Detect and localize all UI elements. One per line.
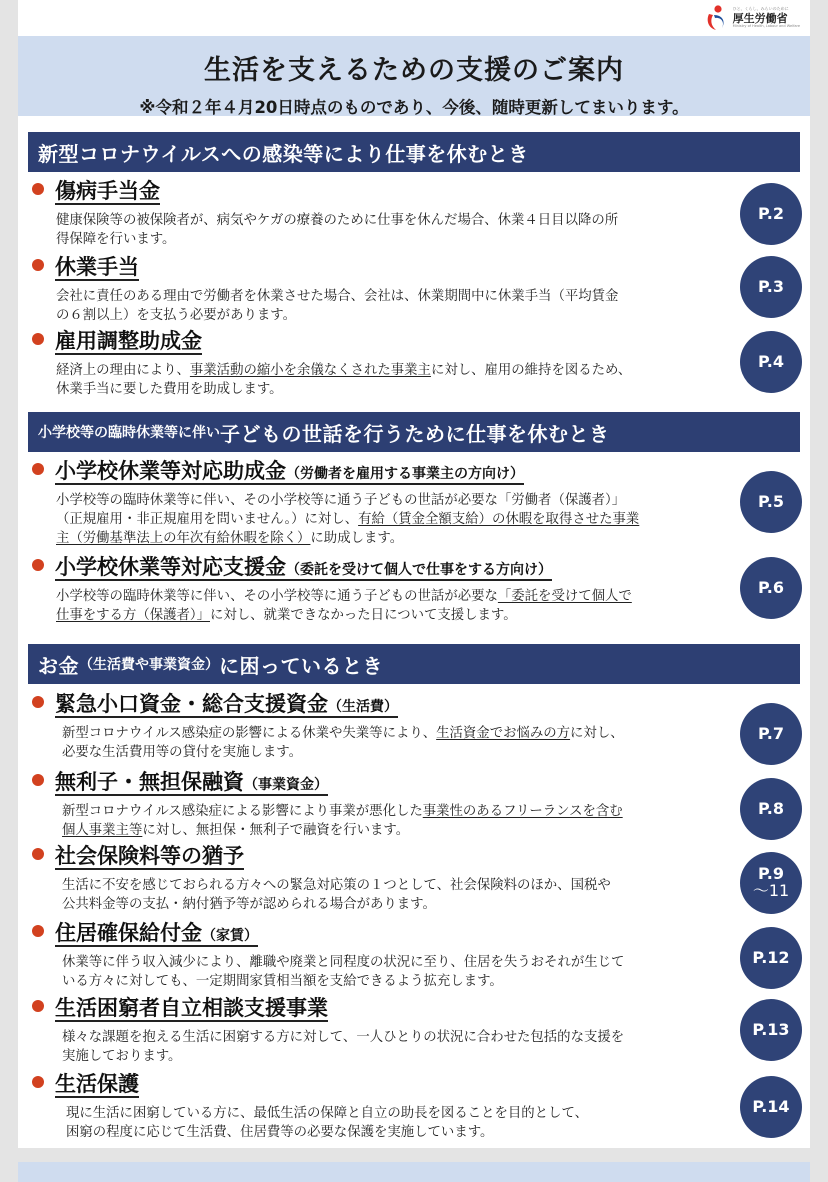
- list-item-employment-subsidy: [32, 330, 732, 399]
- item-description: 現に生活に困窮している方に、最低生活の保障と自立の助長を図ることを目的として、 困窮の程度に応じて生活費、住居費等の必要な保護を実施しています。: [66, 1106, 588, 1140]
- page-badge-p5[interactable]: P.5: [740, 471, 802, 533]
- list-item-public-assistance: [32, 1073, 732, 1142]
- list-item-interest-free-loan: [32, 771, 732, 840]
- bullet-icon: [32, 259, 44, 271]
- item-description: 健康保険等の被保険者が、病気やケガの療養のために仕事を休んだ場合、休業４日目以降の所 得保障を行います。: [56, 213, 619, 247]
- item-title[interactable]: 休業手当: [55, 256, 139, 281]
- bullet-icon: [32, 559, 44, 571]
- item-title[interactable]: 小学校休業等対応支援金（委託を受けて個人で仕事をする方向け）: [55, 556, 552, 581]
- item-title[interactable]: 傷病手当金: [55, 180, 160, 205]
- title-band: [18, 36, 810, 116]
- item-description: 小学校等の臨時休業等に伴い、その小学校等に通う子どもの世話が必要な「委託を受けて個人で 仕事をする方（保護者）」に対し、就業できなかった日について支援します。: [56, 589, 632, 623]
- bullet-icon: [32, 848, 44, 860]
- section-header-money: [28, 644, 800, 684]
- bullet-icon: [32, 333, 44, 345]
- section-title: 子どもの世話を行うために仕事を休むとき: [220, 421, 610, 446]
- page-badge-p2[interactable]: P.2: [740, 183, 802, 245]
- list-item-school-closure-support: [32, 556, 732, 625]
- bullet-icon: [32, 1076, 44, 1088]
- page-badge-p8[interactable]: P.8: [740, 778, 802, 840]
- page-badge-p14[interactable]: P.14: [740, 1076, 802, 1138]
- section-title: お金: [38, 653, 79, 678]
- item-title[interactable]: 雇用調整助成金: [55, 330, 202, 355]
- item-title[interactable]: 無利子・無担保融資（事業資金）: [55, 771, 328, 796]
- section-title-prefix: 小学校等の臨時休業等に伴い: [38, 425, 220, 441]
- item-title[interactable]: 社会保険料等の猶予: [55, 845, 244, 870]
- section-title-note: （生活費や事業資金）: [79, 657, 219, 673]
- item-title[interactable]: 住居確保給付金（家賃）: [55, 922, 258, 947]
- bullet-icon: [32, 774, 44, 786]
- logo-english: Ministry of Health, Labour and Welfare: [732, 24, 800, 29]
- page-badge-p9-11[interactable]: P.9 ～11: [740, 852, 802, 914]
- item-description: 新型コロナウイルス感染症の影響による休業や失業等により、生活資金でお悩みの方に対し、 必要な生活費用等の貸付を実施します。: [62, 726, 624, 760]
- bullet-icon: [32, 463, 44, 475]
- page-sheet: [18, 0, 810, 1148]
- list-item-leave-allowance: [32, 256, 732, 325]
- bullet-icon: [32, 183, 44, 195]
- item-description: 会社に責任のある理由で労働者を休業させた場合、会社は、休業期間中に休業手当（平均賃金 の６割以上）を支払う必要があります。: [56, 289, 619, 323]
- mhlw-logo: [703, 4, 800, 32]
- item-description: 休業等に伴う収入減少により、離職や廃業と同程度の状況に至り、住居を失うおそれが生じて いる方々に対しても、一定期間家賃相当額を支給できるよう拡充します。: [62, 955, 625, 989]
- page-subtitle: ※令和２年４月20日時点のものであり、今後、随時更新してまいります。: [139, 98, 689, 117]
- item-title[interactable]: 生活困窮者自立相談支援事業: [55, 997, 328, 1022]
- item-title[interactable]: 小学校休業等対応助成金（労働者を雇用する事業主の方向け）: [55, 460, 524, 485]
- item-title[interactable]: 緊急小口資金・総合支援資金（生活費）: [55, 693, 398, 718]
- next-page-edge: [18, 1162, 810, 1182]
- list-item-sickness-allowance: [32, 180, 732, 249]
- list-item-school-closure-subsidy: [32, 460, 732, 548]
- page-badge-p13[interactable]: P.13: [740, 999, 802, 1061]
- list-item-housing-benefit: [32, 922, 732, 991]
- page-badge-p4[interactable]: P.4: [740, 331, 802, 393]
- item-description: 小学校等の臨時休業等に伴い、その小学校等に通う子どもの世話が必要な「労働者（保護者）」 （正規雇用・非正規雇用を問いません。）に対し、有給（賃金全額支給）の休暇を取得させた事業 主（労働基準法上の年次有給休暇を除く）に助成します。: [56, 493, 640, 546]
- list-item-self-reliance-support: [32, 997, 732, 1066]
- item-description: 生活に不安を感じておられる方々への緊急対応策の１つとして、社会保険料のほか、国税や 公共料金等の支払・納付猶予等が認められる場合があります。: [62, 878, 611, 912]
- item-description: 新型コロナウイルス感染症による影響により事業が悪化した事業性のあるフリーランスを含む 個人事業主等に対し、無担保・無利子で融資を行います。: [62, 804, 623, 838]
- section-title-suffix: に困っているとき: [219, 653, 383, 678]
- bullet-icon: [32, 1000, 44, 1012]
- list-item-emergency-loan: [32, 693, 732, 762]
- mhlw-logo-mark-icon: [703, 4, 729, 32]
- list-item-social-insurance-deferral: [32, 845, 732, 914]
- item-description: 様々な課題を抱える生活に困窮する方に対して、一人ひとりの状況に合わせた包括的な支援を 実施しております。: [62, 1030, 625, 1064]
- section-header-childcare: [28, 412, 800, 452]
- logo-name: 厚生労働省: [732, 12, 788, 26]
- bullet-icon: [32, 925, 44, 937]
- logo-tagline: ひと、くらし、みらいのために: [732, 6, 789, 12]
- bullet-icon: [32, 696, 44, 708]
- page-badge-p12[interactable]: P.12: [740, 927, 802, 989]
- item-title[interactable]: 生活保護: [55, 1073, 139, 1098]
- item-description: 経済上の理由により、事業活動の縮小を余儀なくされた事業主に対し、雇用の維持を図るため、 休業手当に要した費用を助成します。: [56, 363, 632, 397]
- section-title: 新型コロナウイルスへの感染等により仕事を休むとき: [38, 141, 529, 166]
- page-title: 生活を支えるための支援のご案内: [204, 55, 624, 86]
- page-badge-p3[interactable]: P.3: [740, 256, 802, 318]
- page-badge-p7[interactable]: P.7: [740, 703, 802, 765]
- section-header-illness: [28, 132, 800, 172]
- page-badge-p6[interactable]: P.6: [740, 557, 802, 619]
